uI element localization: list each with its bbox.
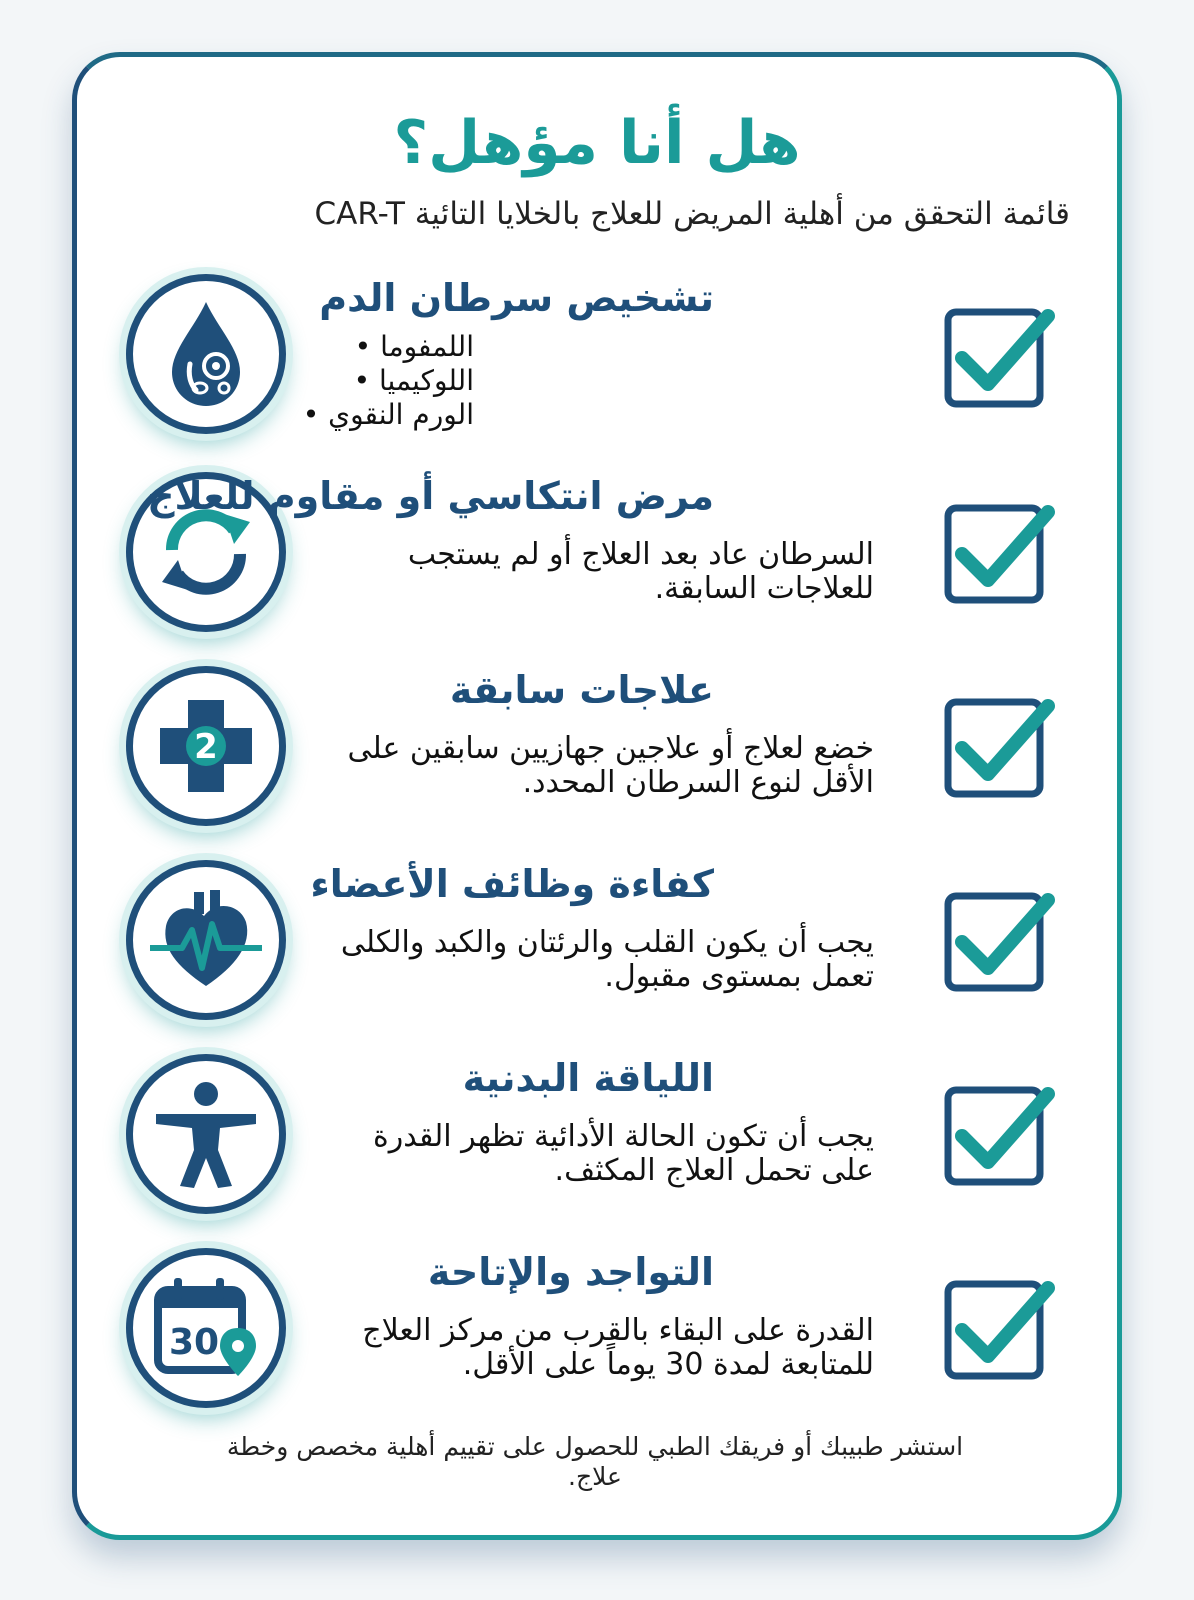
item-title: التواجد والإتاحة <box>427 1250 714 1294</box>
checklist-item-availability <box>0 1246 1194 1416</box>
checklist-item-prior-treatments <box>0 664 1194 834</box>
checklist-item-relapsed <box>0 470 1194 640</box>
page-subtitle: قائمة التحقق من أهلية المريض للعلاج بالخلايا التائية CAR-T <box>314 196 1070 232</box>
list-item: اللمفوما • <box>303 330 474 364</box>
checkbox-checked-icon <box>940 1080 1060 1200</box>
item-title: كفاءة وظائف الأعضاء <box>310 862 714 906</box>
blood-drop-icon <box>126 274 286 434</box>
checkbox-checked-icon <box>940 498 1060 618</box>
item-title: مرض انتكاسي أو مقاوم للعلاج <box>147 474 714 518</box>
list-item: الورم النقوي • <box>303 398 474 432</box>
treatment-count-badge: 2 <box>194 727 218 767</box>
checkbox-checked-icon <box>940 886 1060 1006</box>
heart-pulse-icon <box>126 860 286 1020</box>
person-icon <box>126 1054 286 1214</box>
item-title: اللياقة البدنية <box>462 1056 714 1100</box>
checkbox-checked-icon <box>940 1274 1060 1394</box>
item-description: السرطان عاد بعد العلاج أو لم يستجب للعلاجات السابقة. <box>407 537 874 606</box>
item-description: يجب أن يكون القلب والرئتان والكبد والكلى تعمل بمستوى مقبول. <box>340 925 874 994</box>
checklist-item-physical-fitness <box>0 1052 1194 1222</box>
item-description: القدرة على البقاء بالقرب من مركز العلاج للمتابعة لمدة 30 يوماً على الأقل. <box>362 1313 874 1382</box>
diagnosis-list <box>303 330 474 432</box>
footer-note: استشر طبيبك أو فريقك الطبي للحصول على تقييم أهلية مخصص وخطة علاج. <box>226 1432 964 1491</box>
calendar-days-badge: 30 <box>168 1322 220 1363</box>
checklist-item-diagnosis <box>0 272 1194 442</box>
item-title: تشخيص سرطان الدم <box>319 276 714 320</box>
checkbox-checked-icon <box>940 302 1060 422</box>
item-description: يجب أن تكون الحالة الأدائية تظهر القدرة على تحمل العلاج المكثف. <box>373 1119 874 1188</box>
list-item: اللوكيميا • <box>303 364 474 398</box>
item-description: خضع لعلاج أو علاجين جهازيين سابقين على الأقل لنوع السرطان المحدد. <box>347 731 874 800</box>
checkbox-checked-icon <box>940 692 1060 812</box>
calendar-location-icon <box>126 1248 286 1408</box>
checklist-item-organ-function <box>0 858 1194 1028</box>
page-title: هل أنا مؤهل؟ <box>393 108 801 178</box>
medical-cross-icon <box>126 666 286 826</box>
item-title: علاجات سابقة <box>449 668 714 712</box>
